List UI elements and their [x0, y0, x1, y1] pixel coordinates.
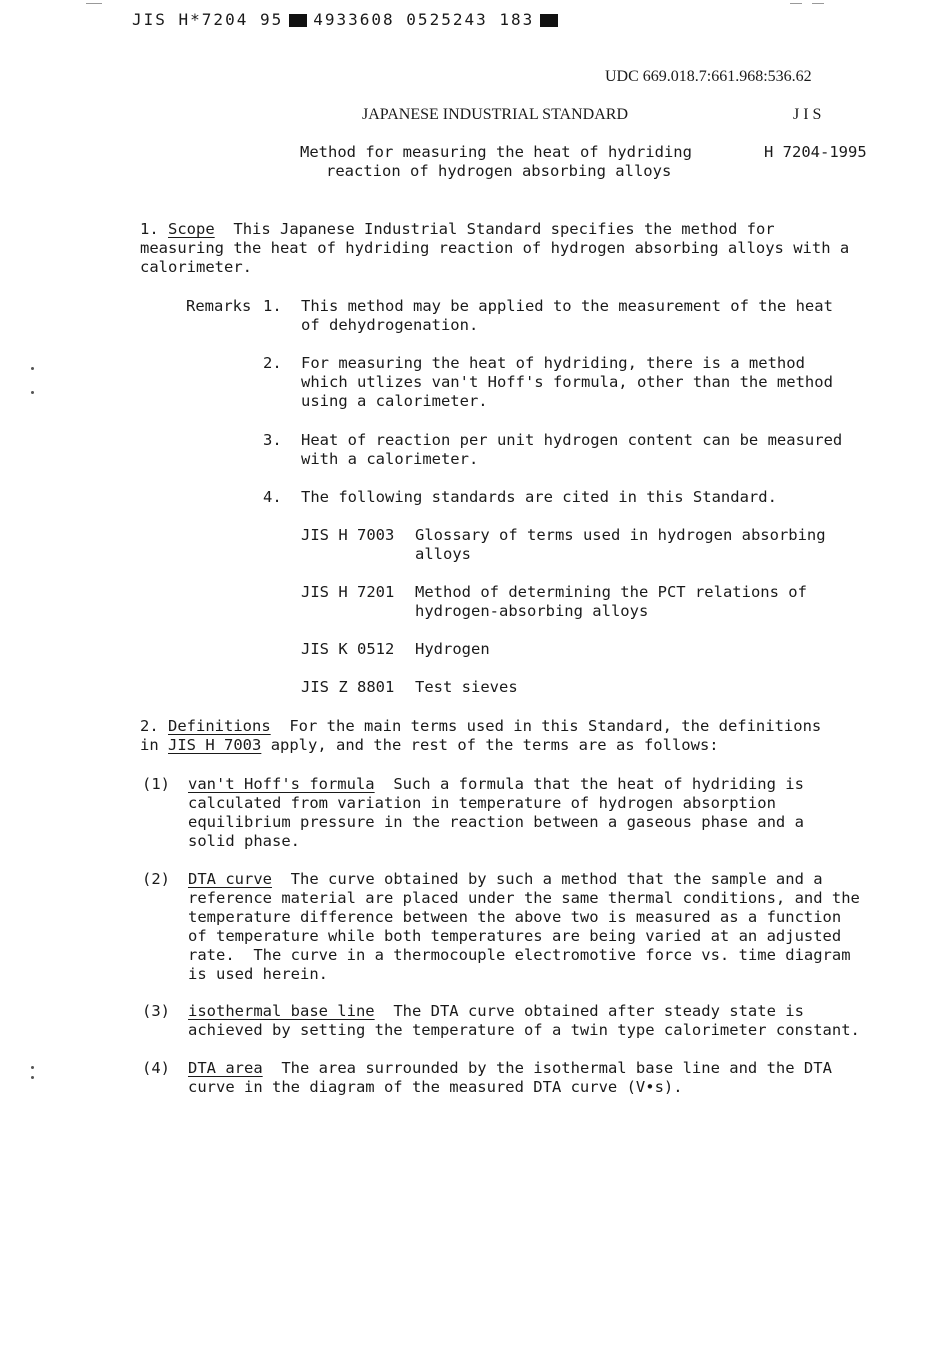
remark-4-line-1: The following standards are cited in this Standard.: [301, 488, 777, 506]
term-line: rate. The curve in a thermocouple electromotive force vs. time diagram: [188, 946, 851, 964]
cited-code: JIS H 7201: [301, 583, 395, 601]
term-name: DTA curve: [188, 870, 272, 888]
term-name: isothermal base line: [188, 1002, 375, 1020]
remark-3-number: 3.: [263, 431, 282, 449]
definitions-ref: JIS H 7003: [168, 736, 262, 754]
remark-2-line-3: using a calorimeter.: [301, 392, 488, 410]
definitions-line-2-pre: in: [140, 736, 159, 754]
term-definition: The area surrounded by the isothermal base line and the DTA: [281, 1059, 832, 1077]
term-first-line: [188, 775, 804, 794]
remark-2-line-1: For measuring the heat of hydriding, there is a method: [301, 354, 805, 372]
definitions-line-2: [140, 736, 719, 755]
term-number: (3): [142, 1002, 170, 1020]
term-line: equilibrium pressure in the reaction between a gaseous phase and a: [188, 813, 804, 831]
term-first-line: [188, 1059, 832, 1078]
term-first-line: [188, 870, 823, 889]
document-code-line: [132, 10, 564, 29]
title-line-2: reaction of hydrogen absorbing alloys: [326, 162, 672, 180]
remark-1-line-2: of dehydrogenation.: [301, 316, 479, 334]
jis-mark: J I S: [793, 106, 822, 123]
term-line: of temperature while both temperatures are being varied at an adjusted: [188, 927, 842, 945]
cited-code: JIS Z 8801: [301, 678, 395, 696]
scan-artifact: [812, 3, 824, 4]
standard-org: JAPANESE INDUSTRIAL STANDARD: [362, 106, 628, 123]
term-line: reference material are placed under the same thermal conditions, and the: [188, 889, 860, 907]
code-mid: 4933608 0525243 183: [313, 10, 535, 29]
term-first-line: [188, 1002, 804, 1021]
term-definition: The curve obtained by such a method that the sample and a: [290, 870, 823, 888]
term-line: curve in the diagram of the measured DTA curve (V•s).: [188, 1078, 683, 1096]
scope-first-line: [140, 220, 775, 239]
scan-artifact: [31, 367, 34, 370]
title-line-1: Method for measuring the heat of hydriding: [300, 143, 692, 161]
remarks-label: Remarks: [186, 297, 252, 315]
cited-code: JIS K 0512: [301, 640, 395, 658]
scan-artifact: [31, 1076, 34, 1079]
cited-title-line-1: Method of determining the PCT relations of: [415, 583, 807, 601]
remark-2-line-2: which utlizes van't Hoff's formula, other than the method: [301, 373, 833, 391]
scope-line-3: calorimeter.: [140, 258, 252, 276]
definitions-first-line: [140, 717, 821, 736]
cited-title-line-1: Hydrogen: [415, 640, 490, 658]
redaction-block: [289, 14, 307, 27]
definitions-heading: Definitions: [168, 717, 271, 735]
term-name: DTA area: [188, 1059, 263, 1077]
remark-2-number: 2.: [263, 354, 282, 372]
standard-number: H 7204-1995: [764, 143, 867, 161]
udc-code: UDC 669.018.7:661.968:536.62: [605, 68, 812, 85]
code-prefix: JIS H*7204 95: [132, 10, 284, 29]
term-line: solid phase.: [188, 832, 300, 850]
remark-1-line-1: This method may be applied to the measurement of the heat: [301, 297, 833, 315]
term-line: calculated from variation in temperature of hydrogen absorption: [188, 794, 776, 812]
remark-4-number: 4.: [263, 488, 282, 506]
term-line: temperature difference between the above two is measured as a function: [188, 908, 842, 926]
scope-heading: Scope: [168, 220, 215, 238]
term-name: van't Hoff's formula: [188, 775, 375, 793]
term-line: is used herein.: [188, 965, 328, 983]
scan-artifact: [31, 1066, 34, 1069]
scan-artifact: [790, 3, 802, 4]
term-definition: Such a formula that the heat of hydriding is: [393, 775, 804, 793]
term-number: (4): [142, 1059, 170, 1077]
scope-text: This Japanese Industrial Standard specifies the method for: [233, 220, 775, 238]
remark-1-number: 1.: [263, 297, 282, 315]
scan-artifact: [86, 3, 102, 4]
cited-title-line-1: Test sieves: [415, 678, 518, 696]
redaction-block: [540, 14, 558, 27]
term-definition: The DTA curve obtained after steady state is: [393, 1002, 804, 1020]
cited-title-line-1: Glossary of terms used in hydrogen absorbing: [415, 526, 826, 544]
term-number: (2): [142, 870, 170, 888]
definitions-number: 2.: [140, 717, 159, 735]
remark-3-line-2: with a calorimeter.: [301, 450, 479, 468]
cited-title-line-2: hydrogen-absorbing alloys: [415, 602, 649, 620]
term-line: achieved by setting the temperature of a twin type calorimeter constant.: [188, 1021, 860, 1039]
scan-artifact: [31, 391, 34, 394]
cited-title-line-2: alloys: [415, 545, 471, 563]
remark-3-line-1: Heat of reaction per unit hydrogen content can be measured: [301, 431, 843, 449]
definitions-line-2-post: apply, and the rest of the terms are as follows:: [270, 736, 719, 754]
definitions-text: For the main terms used in this Standard, the definitions: [289, 717, 822, 735]
scope-line-2: measuring the heat of hydriding reaction of hydrogen absorbing alloys with a: [140, 239, 850, 257]
term-number: (1): [142, 775, 170, 793]
scope-number: 1.: [140, 220, 159, 238]
cited-code: JIS H 7003: [301, 526, 395, 544]
